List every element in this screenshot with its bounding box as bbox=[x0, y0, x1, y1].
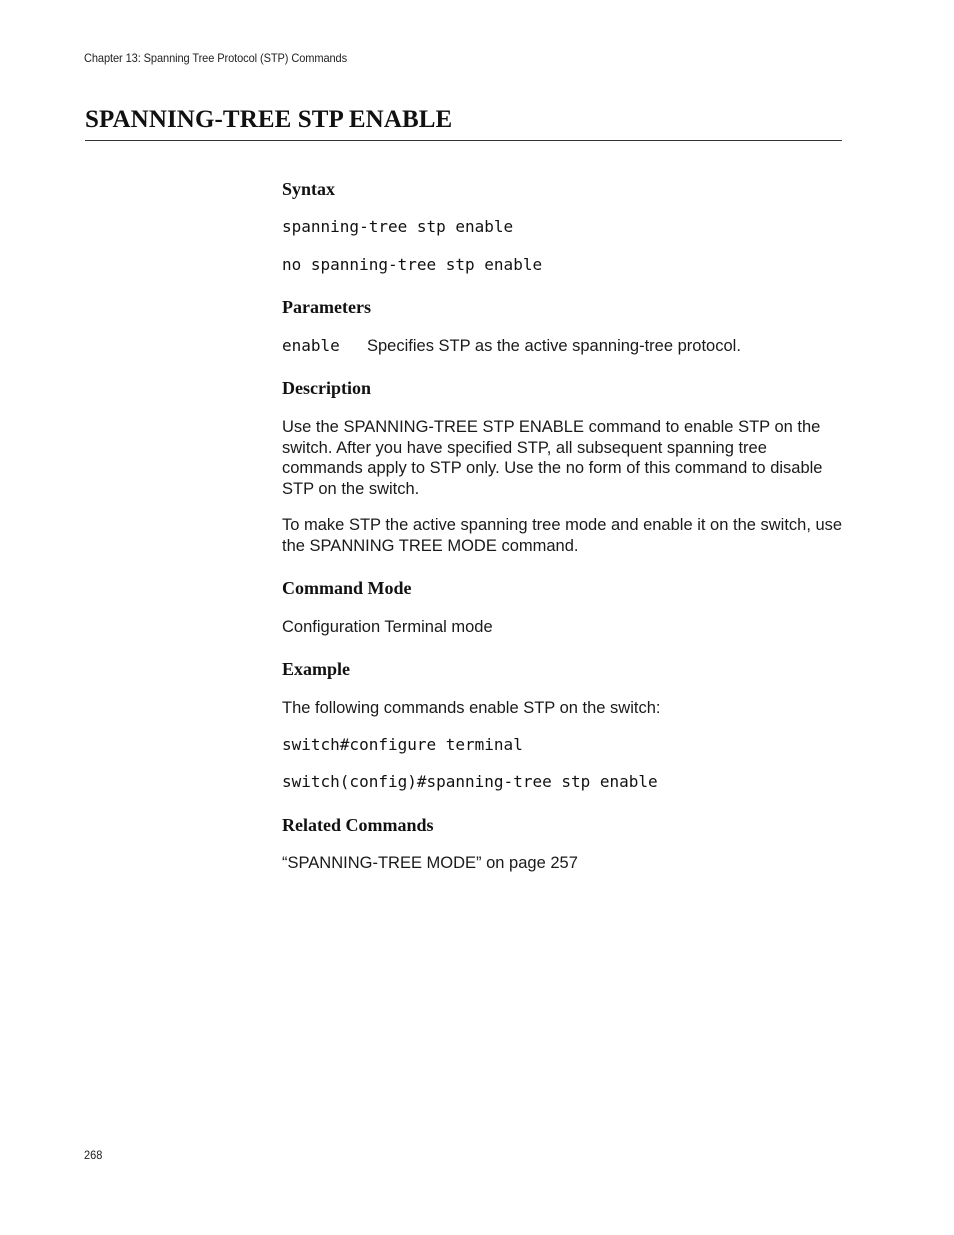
related-command-link[interactable]: “SPANNING-TREE MODE” on page 257 bbox=[282, 854, 578, 872]
example-heading: Example bbox=[282, 659, 351, 679]
command-mode-text: Configuration Terminal mode bbox=[282, 618, 493, 636]
parameter-description: Specifies STP as the active spanning-tree protocol. bbox=[367, 337, 741, 355]
example-command-line: switch(config)#spanning-tree stp enable bbox=[282, 772, 658, 791]
running-header: Chapter 13: Spanning Tree Protocol (STP) Commands bbox=[84, 51, 348, 65]
parameter-row bbox=[282, 336, 741, 356]
example-command-line: switch#configure terminal bbox=[282, 735, 523, 754]
parameters-heading: Parameters bbox=[282, 297, 371, 317]
parameter-name: enable bbox=[282, 336, 340, 355]
description-heading: Description bbox=[282, 378, 371, 398]
syntax-line: no spanning-tree stp enable bbox=[282, 255, 543, 274]
syntax-line: spanning-tree stp enable bbox=[282, 217, 514, 236]
example-intro: The following commands enable STP on the switch: bbox=[282, 699, 661, 717]
related-commands-heading: Related Commands bbox=[282, 815, 434, 835]
title-divider bbox=[85, 140, 842, 141]
page-title: SPANNING-TREE STP ENABLE bbox=[85, 106, 453, 133]
command-mode-heading: Command Mode bbox=[282, 578, 412, 598]
description-paragraph: To make STP the active spanning tree mode and enable it on the switch, use the SPANNING TREE MODE command. bbox=[282, 516, 843, 555]
page-number: 268 bbox=[84, 1148, 103, 1162]
syntax-heading: Syntax bbox=[282, 179, 336, 199]
description-paragraph: Use the SPANNING-TREE STP ENABLE command to enable STP on the switch. After you have specified STP, all subsequent spanning tree commands apply to STP only. Use the no form of this command to disable STP on the switch. bbox=[282, 418, 823, 498]
related-commands-list bbox=[282, 853, 847, 874]
